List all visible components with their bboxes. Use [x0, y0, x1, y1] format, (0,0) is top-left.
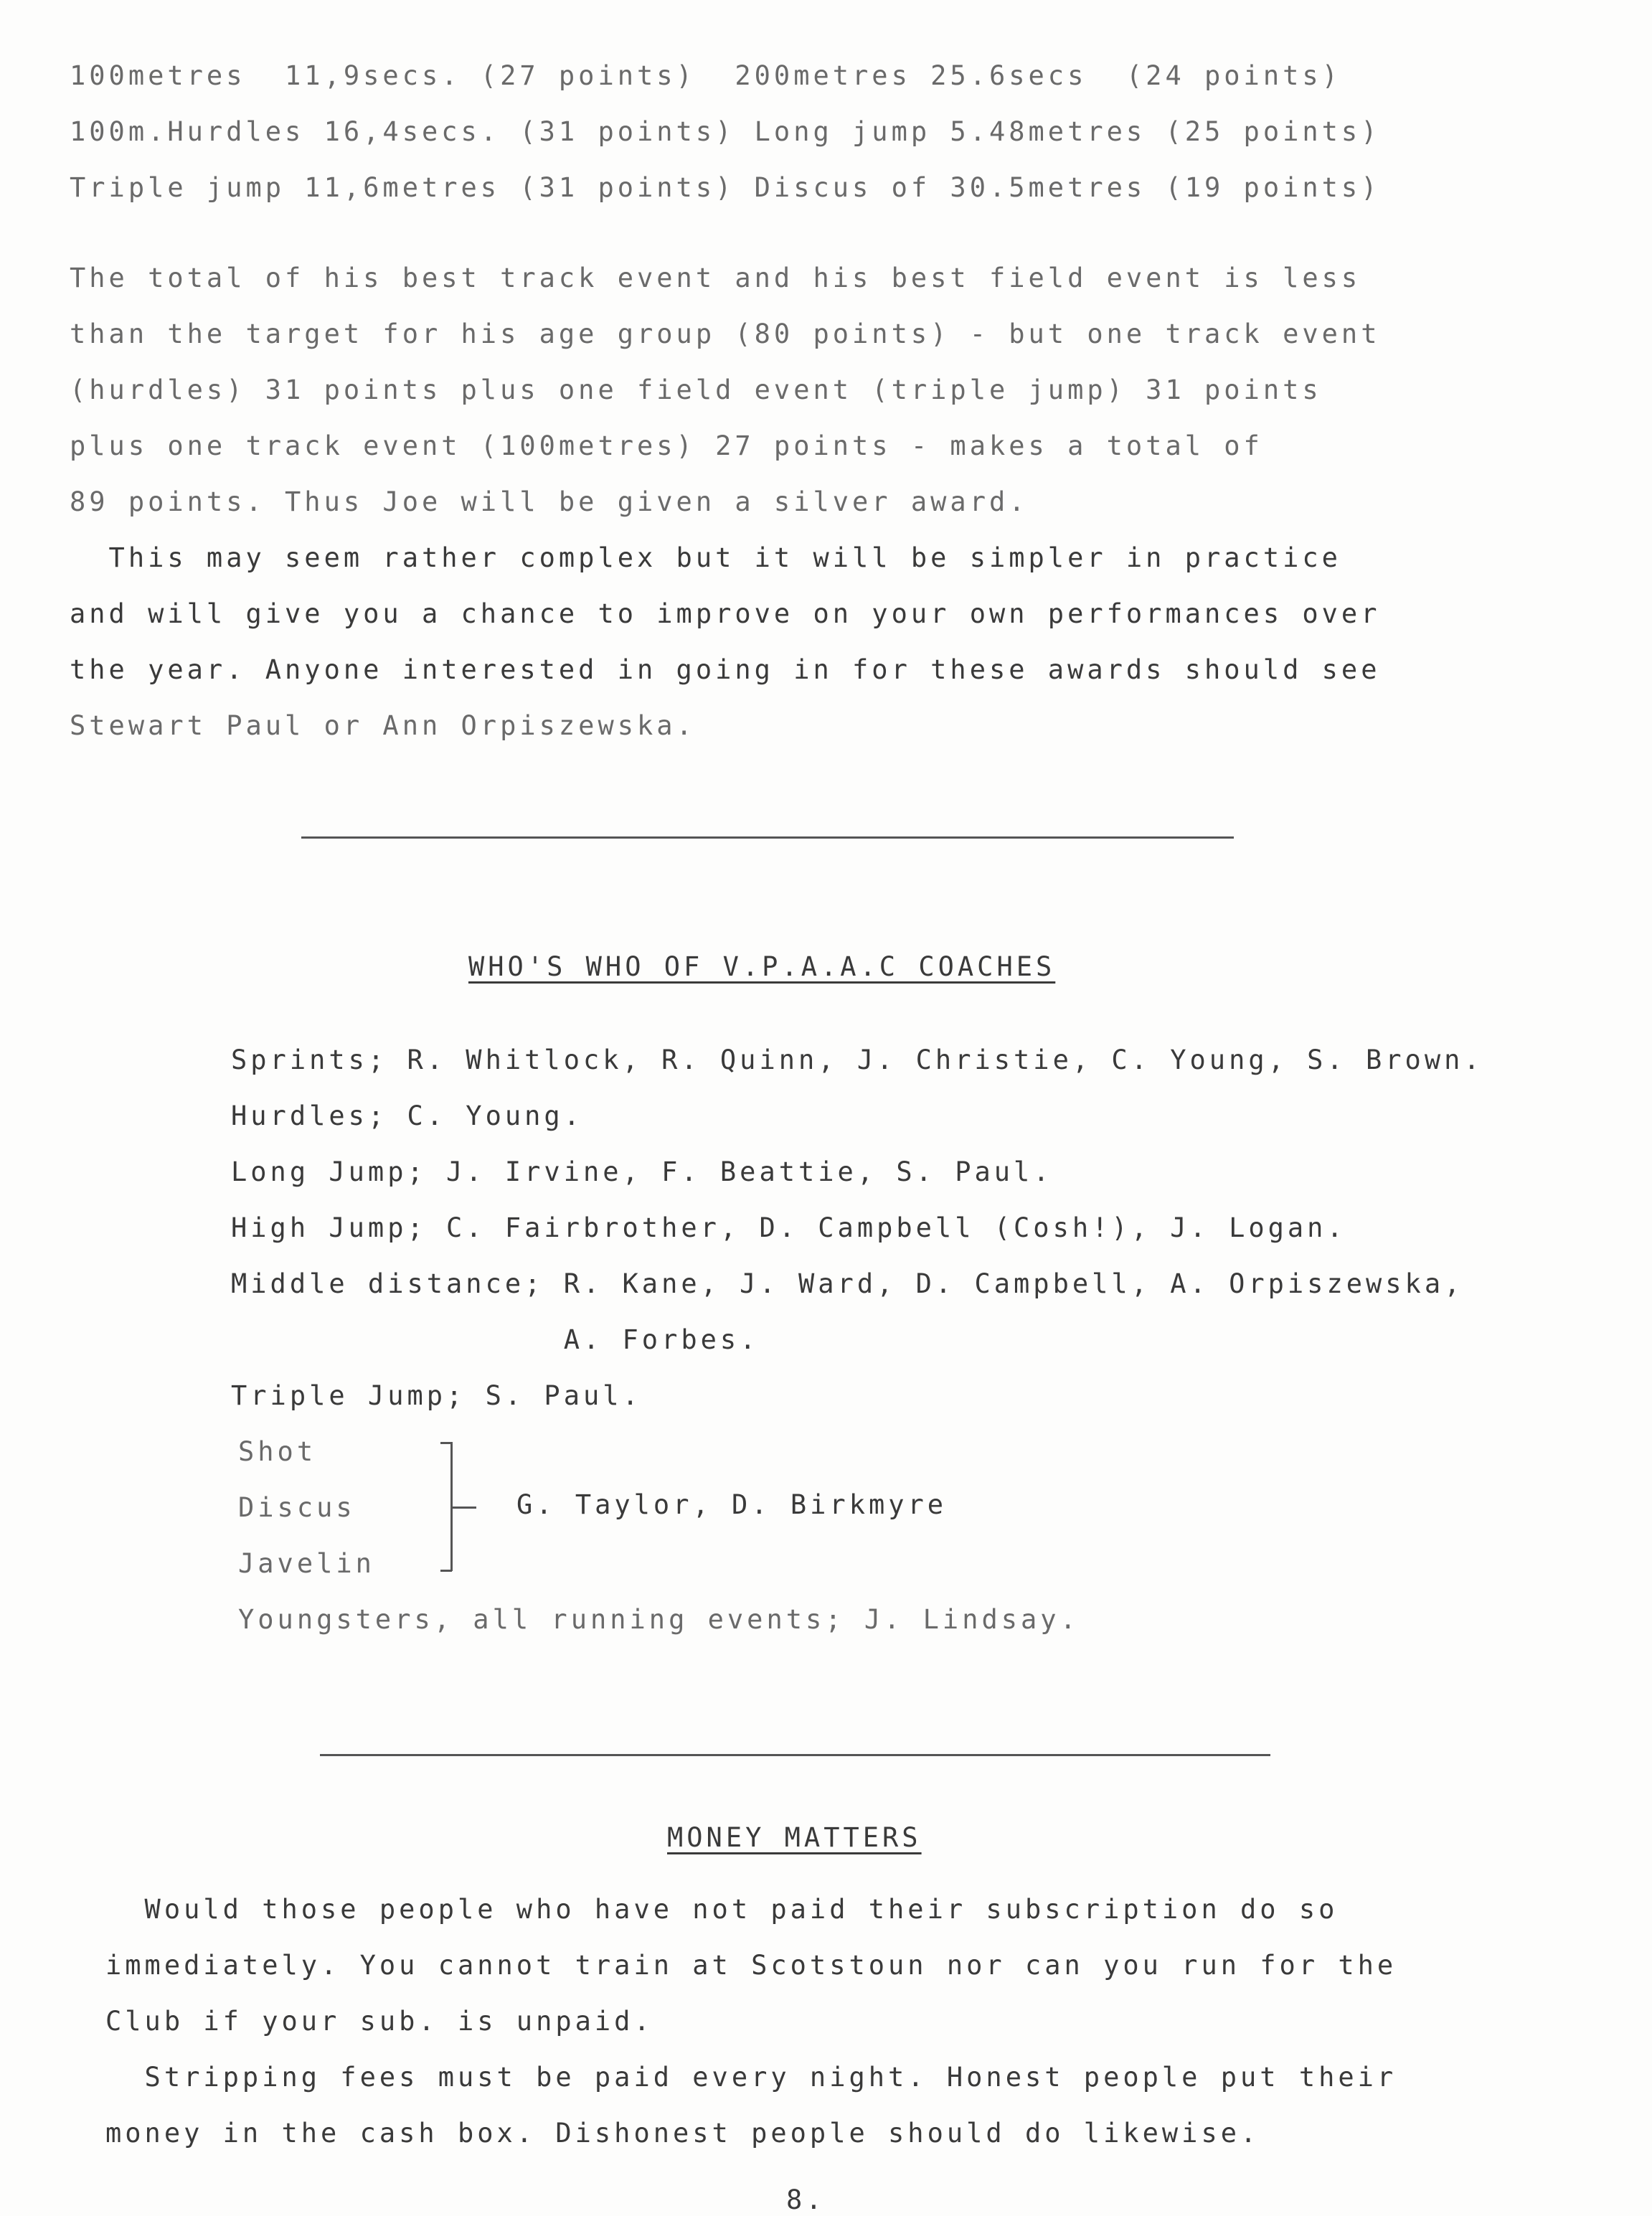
divider-rule-1 [301, 836, 1234, 839]
explanation-line-3: (hurdles) 31 points plus one field event (triple jump) 31 points [70, 374, 1322, 405]
coach-line-hurdles: Hurdles; C. Young. [231, 1100, 583, 1131]
divider-rule-2 [320, 1754, 1270, 1756]
coach-line-sprints: Sprints; R. Whitlock, R. Quinn, J. Christie, C. Young, S. Brown. [231, 1045, 1483, 1075]
money-line-1: Would those people who have not paid their subscription do so [105, 1894, 1339, 1925]
result-line-1: 100metres 11,9secs. (27 points) 200metres 25.6secs (24 points) [70, 60, 1341, 91]
explanation-line-5: 89 points. Thus Joe will be given a silver award. [70, 486, 1029, 517]
result-line-3: Triple jump 11,6metres (31 points) Discus of 30.5metres (19 points) [70, 172, 1381, 203]
coaches-heading: WHO'S WHO OF V.P.A.A.C COACHES [468, 951, 1056, 982]
money-line-5: money in the cash box. Dishonest people should do likewise. [105, 2118, 1260, 2149]
explanation-line-6: This may seem rather complex but it will be simpler in practice [70, 542, 1341, 573]
coach-line-middle-distance-cont: A. Forbes. [231, 1324, 760, 1355]
coach-line-middle-distance: Middle distance; R. Kane, J. Ward, D. Campbell, A. Orpiszewska, [231, 1268, 1464, 1299]
explanation-line-4: plus one track event (100metres) 27 points - makes a total of [70, 430, 1263, 461]
throws-bracket-top [440, 1442, 452, 1444]
explanation-line-1: The total of his best track event and his best field event is less [70, 263, 1361, 293]
coach-line-long-jump: Long Jump; J. Irvine, F. Beattie, S. Paul. [231, 1156, 1053, 1187]
money-line-3: Club if your sub. is unpaid. [105, 2006, 653, 2037]
explanation-line-2: than the target for his age group (80 points) - but one track event [70, 319, 1381, 349]
throw-event-discus: Discus [238, 1492, 356, 1523]
explanation-line-7: and will give you a chance to improve on your own performances over [70, 598, 1381, 629]
coach-line-triple-jump: Triple Jump; S. Paul. [231, 1380, 642, 1411]
coach-line-high-jump: High Jump; C. Fairbrother, D. Campbell (Cosh!), J. Logan. [231, 1212, 1346, 1243]
throws-bracket-pointer [452, 1507, 476, 1509]
result-line-2: 100m.Hurdles 16,4secs. (31 points) Long jump 5.48metres (25 points) [70, 116, 1381, 147]
throw-event-javelin: Javelin [238, 1548, 375, 1579]
coach-line-youngsters: Youngsters, all running events; J. Lindsay. [238, 1604, 1080, 1635]
throws-coaches: G. Taylor, D. Birkmyre [516, 1489, 948, 1520]
explanation-line-8: the year. Anyone interested in going in for these awards should see [70, 654, 1381, 685]
throws-bracket-bottom [440, 1570, 452, 1572]
explanation-line-9: Stewart Paul or Ann Orpiszewska. [70, 710, 696, 741]
money-line-4: Stripping fees must be paid every night. Honest people put their [105, 2062, 1397, 2093]
money-line-2: immediately. You cannot train at Scotstoun nor can you run for the [105, 1950, 1397, 1981]
money-heading: MONEY MATTERS [667, 1822, 922, 1853]
page-number: 8. [786, 2184, 826, 2215]
throw-event-shot: Shot [238, 1436, 317, 1467]
